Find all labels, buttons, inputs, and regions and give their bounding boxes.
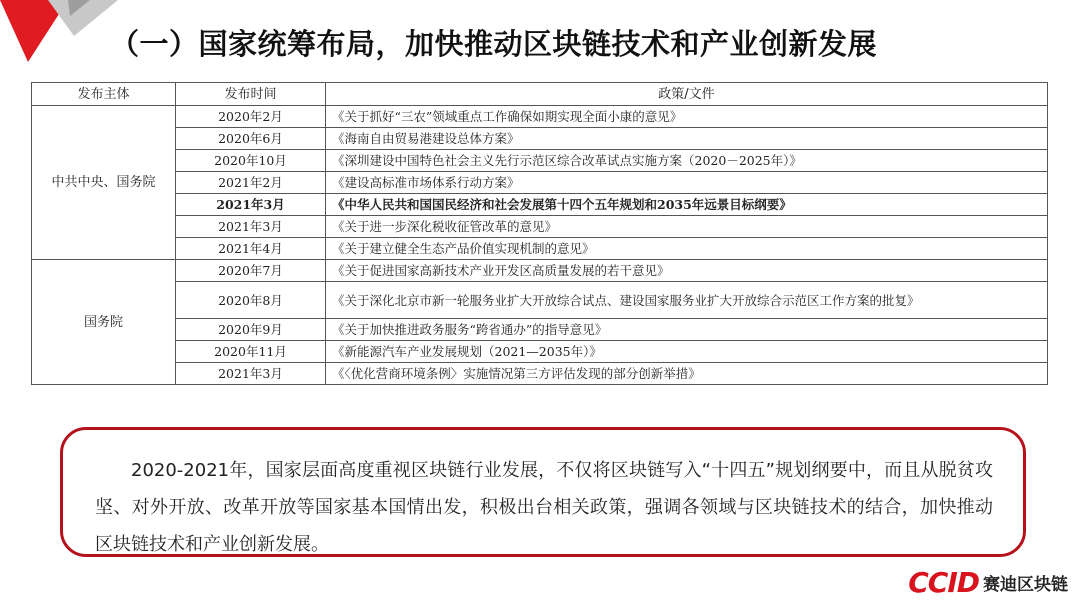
- table-row: [32, 172, 1048, 194]
- date-cell: 2021年3月: [176, 194, 326, 216]
- date-cell: 2020年10月: [176, 150, 326, 172]
- table-row: [32, 106, 1048, 128]
- table-header-row: [32, 83, 1048, 106]
- policy-cell: 《关于建立健全生态产品价值实现机制的意见》: [326, 238, 1048, 260]
- table-row: [32, 319, 1048, 341]
- policy-cell: 《建设高标准市场体系行动方案》: [326, 172, 1048, 194]
- date-cell: 2020年6月: [176, 128, 326, 150]
- policy-cell: 《深圳建设中国特色社会主义先行示范区综合改革试点实施方案（2020－2025年）》: [326, 150, 1048, 172]
- table-row: [32, 363, 1048, 385]
- header-issuer: 发布主体: [32, 83, 176, 106]
- policy-cell: 《〈优化营商环境条例〉实施情况第三方评估发现的部分创新举措》: [326, 363, 1048, 385]
- corner-decoration: [0, 0, 120, 80]
- date-cell: 2020年8月: [176, 282, 326, 319]
- policy-cell: 《关于抓好“三农”领域重点工作确保如期实现全面小康的意见》: [326, 106, 1048, 128]
- policy-cell: 《关于深化北京市新一轮服务业扩大开放综合试点、建设国家服务业扩大开放综合示范区工作方案的批复》: [326, 282, 1048, 319]
- header-policy: 政策/文件: [326, 83, 1048, 106]
- table-row: [32, 216, 1048, 238]
- policy-table: [31, 82, 1048, 385]
- issuer-cell: 国务院: [32, 260, 176, 385]
- page-title: （一）国家统筹布局，加快推动区块链技术和产业创新发展: [110, 27, 878, 61]
- ccid-logo: [908, 565, 1068, 599]
- table-row: [32, 282, 1048, 319]
- table-row: [32, 341, 1048, 363]
- table-body: [32, 106, 1048, 385]
- policy-cell: 《中华人民共和国国民经济和社会发展第十四个五年规划和2035年远景目标纲要》: [326, 194, 1048, 216]
- date-cell: 2020年2月: [176, 106, 326, 128]
- date-cell: 2020年11月: [176, 341, 326, 363]
- date-cell: 2020年7月: [176, 260, 326, 282]
- header-date: 发布时间: [176, 83, 326, 106]
- policy-cell: 《关于加快推进政务服务“跨省通办”的指导意见》: [326, 319, 1048, 341]
- date-cell: 2021年3月: [176, 363, 326, 385]
- date-cell: 2021年4月: [176, 238, 326, 260]
- date-cell: 2021年2月: [176, 172, 326, 194]
- table-row: [32, 128, 1048, 150]
- table-row: [32, 260, 1048, 282]
- table-row: [32, 194, 1048, 216]
- policy-cell: 《关于进一步深化税收征管改革的意见》: [326, 216, 1048, 238]
- summary-box: 2020-2021年，国家层面高度重视区块链行业发展，不仅将区块链写入“十四五”规划纲要中，而且从脱贫攻坚、对外开放、改革开放等国家基本国情出发，积极出台相关政策，强调各领域与区块链技术的结合，加快推动区块链技术和产业创新发展。: [60, 427, 1026, 557]
- policy-cell: 《新能源汽车产业发展规划（2021—2035年）》: [326, 341, 1048, 363]
- logo-text: 赛迪区块链: [983, 574, 1068, 595]
- date-cell: 2021年3月: [176, 216, 326, 238]
- issuer-cell: 中共中央、国务院: [32, 106, 176, 260]
- policy-cell: 《关于促进国家高新技术产业开发区高质量发展的若干意见》: [326, 260, 1048, 282]
- date-cell: 2020年9月: [176, 319, 326, 341]
- table-row: [32, 238, 1048, 260]
- table-row: [32, 150, 1048, 172]
- logo-mark: CCID: [908, 565, 979, 599]
- policy-cell: 《海南自由贸易港建设总体方案》: [326, 128, 1048, 150]
